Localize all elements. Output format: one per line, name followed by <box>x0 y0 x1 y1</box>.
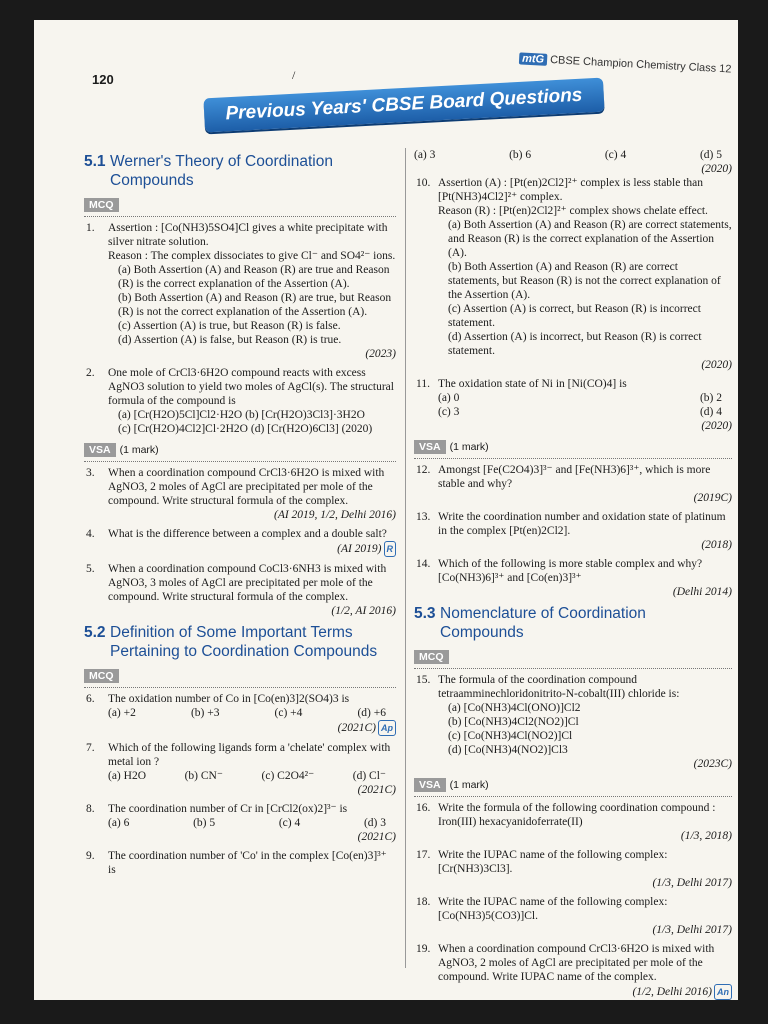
q9-options: (a) 3 (b) 6 (c) 4 (d) 5 <box>414 149 722 161</box>
vsa-tag: VSA <box>414 440 446 454</box>
pen-mark: / <box>292 68 296 82</box>
vsa-tag: VSA <box>84 443 116 457</box>
question: 12. Amongst [Fe(C2O4)3]³⁻ and [Fe(NH3)6]³⁺, which is more stable and why? (2019C) <box>416 464 732 504</box>
question: 8. The coordination number of Cr in [CrCl2(ox)2]³⁻ is (a) 6 (b) 5 (c) 4 (d) 3 (2021C) <box>86 803 396 843</box>
question: 19. When a coordination compound CrCl3·6H2O is mixed with AgNO3, 2 moles of AgCl are precipitated per mole of the compound. Write IUPAC name of the complex. (1/2, Delhi 2016) An <box>414 942 732 1000</box>
mcq-tag: MCQ <box>414 650 449 664</box>
question: 2. One mole of CrCl3·6H2O compound reacts with excess AgNO3 solution to yield two moles of AgCl(s). The structural formula of the compound is (a) [Cr(H2O)5Cl]Cl2·H2O (b) [Cr(H2O)3Cl3]·3H2O (c) [Cr(H2O)4Cl2]Cl·2H2O (d) [Cr(H2O)6Cl3] (2020) <box>86 367 394 435</box>
difficulty-badge: Ap <box>378 720 396 736</box>
mcq-tag: MCQ <box>84 198 119 212</box>
question: 3. When a coordination compound CrCl3·6H2O is mixed with AgNO3, 2 moles of AgCl are precipitated per mole of the compound. Write structural formula of the complex. (AI 2019, 1/2, Delhi 2016) <box>86 467 396 521</box>
question: 6. The oxidation number of Co in [Co(en)3]2(SO4)3 is (a) +2 (b) +3 (c) +4 (d) +6 (2021C) Ap <box>84 692 396 736</box>
question: 4. What is the difference between a complex and a double salt? (AI 2019) R <box>84 527 396 557</box>
brand-header <box>519 52 732 75</box>
question: 5. When a coordination compound CoCl3·6NH3 is mixed with AgNO3, 3 moles of AgCl are precipitated per mole of the compound. Write structural formula of the complex. (1/2, AI 2016) <box>86 563 396 617</box>
right-column: (a) 3 (b) 6 (c) 4 (d) 5 (2020) 10. Assertion (A) : [Pt(en)2Cl2]²⁺ complex is less stable than [Pt(NH3)4Cl2]²⁺ complex. Reason (R) : [Pt(en)2Cl2]²⁺ complex shows chelate effect. (a) Both Assertion (A) and Reason (R) are correct statements, and Reason (R) is the correct explanation of the Assertion (A). (b) Both Assertion (A) and Reason (R) are correct statements, but Reason (R) is not the correct explanation of the Assertion (A). (c) Assertion (A) is correct, but Reason (R) is incorrect statement. (d) Assertion (A) is incorrect, but Reason (R) is correct statement. (2020) 11. The oxidation state of Ni in [Ni(CO)4] is (a) 0 (b) 2 (c) 3 (d) 4 (2020) VSA (1 mark) 12. Amongst [Fe(C2O4)3]³⁻ and [Fe(NH3)6]³⁺, which is more stable and why? (2019C) 13. Write the coordination number and oxidation state of platinum in the complex [Pt(en)2Cl2]. (2018) 14. Which of the following is more stable complex and why? [Co(NH3)6]³⁺ and [Co(en)3]³⁺ (Delhi 2014) 5.3 Nomenclature of Coordination Compounds MCQ 15. The formula of the coordination compound tetraamminechloridonitrito-N-cobalt(III) chloride is: (a) [Co(NH3)4Cl(ONO)]Cl2 (b) [Co(NH3)4Cl2(NO2)]Cl (c) [Co(NH3)4Cl(NO2)]Cl (d) [Co(NH3)4(NO2)]Cl3 (2023C) VSA (1 mark) 16. Write the formula of the following coordination compound : Iron(III) hexacyanidoferrate(II) (1/3, 2018) 17. Write the IUPAC name of the following complex: [Cr(NH3)3Cl3]. (1/3, Delhi 2017) 18. Write the IUPAC name of the following complex: [Co(NH3)5(CO3)]Cl. (1/3, Delhi 2017) 19. When a coordination compound CrCl3·6H2O is mixed with AgNO3, 2 moles of AgCl are precipitated per mole of the compound. Write IUPAC name of the complex. (1/2, Delhi 2016) An <box>414 149 732 998</box>
banner-title: Previous Years' CBSE Board Questions <box>225 84 583 125</box>
left-column: 5.1 Werner's Theory of Coordination Compounds MCQ 1. Assertion : [Co(NH3)5SO4]Cl gives a white precipitate with silver nitrate solution. Reason : The complex dissociates to give Cl⁻ and SO4²⁻ ions. (a) Both Assertion (A) and Reason (R) are true and Reason (R) is the correct explanation of the Assertion (A). (b) Both Assertion (A) and Reason (R) are true, but Reason (R) is not the correct explanation of the Assertion (A). (c) Assertion (A) is true, but Reason (R) is false. (d) Assertion (A) is false, but Reason (R) is true. (2023) 2. One mole of CrCl3·6H2O compound reacts with excess AgNO3 solution to yield two moles of AgCl(s). The structural formula of the compound is (a) [Cr(H2O)5Cl]Cl2·H2O (b) [Cr(H2O)3Cl3]·3H2O (c) [Cr(H2O)4Cl2]Cl·2H2O (d) [Cr(H2O)6Cl3] (2020) VSA (1 mark) 3. When a coordination compound CrCl3·6H2O is mixed with AgNO3, 2 moles of AgCl are precipitated per mole of the compound. Write structural formula of the complex. (AI 2019, 1/2, Delhi 2016) 4. What is the difference between a complex and a double salt? (AI 2019) R 5. When a coordination compound CoCl3·6NH3 is mixed with AgNO3, 3 moles of AgCl are precipitated per mole of the compound. Write structural formula of the complex. (1/2, AI 2016) 5.2 Definition of Some Important Terms Pertaining to Coordination Compounds MCQ 6. The oxidation number of Co in [Co(en)3]2(SO4)3 is (a) +2 (b) +3 (c) +4 (d) +6 (2021C) Ap 7. Which of the following ligands form a 'chelate' complex with metal ion ? (a) H2O (b) CN⁻ (c) C2O4²⁻ (d) Cl⁻ (2021C) 8. The coordination number of Cr in [CrCl2(ox)2]³⁻ is (a) 6 (b) 5 (c) 4 (d) 3 (2021C) 9. The coordination number of 'Co' in the complex [Co(en)3]³⁺ is <box>84 153 396 876</box>
brand-logo: mtG <box>519 52 548 65</box>
question: 9. The coordination number of 'Co' in the complex [Co(en)3]³⁺ is <box>86 850 387 876</box>
section-heading: 5.3 Nomenclature of Coordination Compounds <box>414 605 646 641</box>
question: 17. Write the IUPAC name of the following complex: [Cr(NH3)3Cl3]. (1/3, Delhi 2017) <box>416 849 732 889</box>
vsa-tag: VSA <box>414 778 446 792</box>
section-heading: 5.1 Werner's Theory of Coordination Compounds <box>84 153 333 189</box>
difficulty-badge: An <box>714 984 732 1000</box>
question: 14. Which of the following is more stable complex and why? [Co(NH3)6]³⁺ and [Co(en)3]³⁺ (Delhi 2014) <box>416 558 732 598</box>
page-number: 120 <box>92 72 114 87</box>
difficulty-badge: R <box>384 541 397 557</box>
question: 1. Assertion : [Co(NH3)5SO4]Cl gives a white precipitate with silver nitrate solution. Reason : The complex dissociates to give Cl⁻ and SO4²⁻ ions. (a) Both Assertion (A) and Reason (R) are true and Reason (R) is the correct explanation of the Assertion (A). (b) Both Assertion (A) and Reason (R) are true, but Reason (R) is not the correct explanation of the Assertion (A). (c) Assertion (A) is true, but Reason (R) is false. (d) Assertion (A) is false, but Reason (R) is true. (2023) <box>86 222 396 360</box>
question: 15. The formula of the coordination compound tetraamminechloridonitrito-N-cobalt(III) chloride is: (a) [Co(NH3)4Cl(ONO)]Cl2 (b) [Co(NH3)4Cl2(NO2)]Cl (c) [Co(NH3)4Cl(NO2)]Cl (d) [Co(NH3)4(NO2)]Cl3 (2023C) <box>416 674 732 770</box>
question: 16. Write the formula of the following coordination compound : Iron(III) hexacyanidoferrate(II) (1/3, 2018) <box>416 802 732 842</box>
textbook-page <box>34 20 738 1000</box>
section-heading: 5.2 Definition of Some Important Terms Pertaining to Coordination Compounds <box>84 624 378 660</box>
section-banner <box>203 78 604 133</box>
question: 10. Assertion (A) : [Pt(en)2Cl2]²⁺ complex is less stable than [Pt(NH3)4Cl2]²⁺ complex. Reason (R) : [Pt(en)2Cl2]²⁺ complex shows chelate effect. (a) Both Assertion (A) and Reason (R) are correct statements, and Reason (R) is the correct explanation of the Assertion (A). (b) Both Assertion (A) and Reason (R) are correct statements, but Reason (R) is not the correct explanation of the Assertion (A). (c) Assertion (A) is correct, but Reason (R) is incorrect statement. (d) Assertion (A) is incorrect, but Reason (R) is correct statement. (2020) <box>416 177 732 371</box>
column-divider <box>405 148 406 968</box>
question: 18. Write the IUPAC name of the following complex: [Co(NH3)5(CO3)]Cl. (1/3, Delhi 2017) <box>416 896 732 936</box>
mcq-tag: MCQ <box>84 669 119 683</box>
question: 11. The oxidation state of Ni in [Ni(CO)4] is (a) 0 (b) 2 (c) 3 (d) 4 (2020) <box>416 378 732 432</box>
question: 13. Write the coordination number and oxidation state of platinum in the complex [Pt(en)2Cl2]. (2018) <box>416 511 732 551</box>
question: 7. Which of the following ligands form a 'chelate' complex with metal ion ? (a) H2O (b) CN⁻ (c) C2O4²⁻ (d) Cl⁻ (2021C) <box>86 742 396 796</box>
brand-title: CBSE Champion Chemistry Class 12 <box>550 54 733 76</box>
